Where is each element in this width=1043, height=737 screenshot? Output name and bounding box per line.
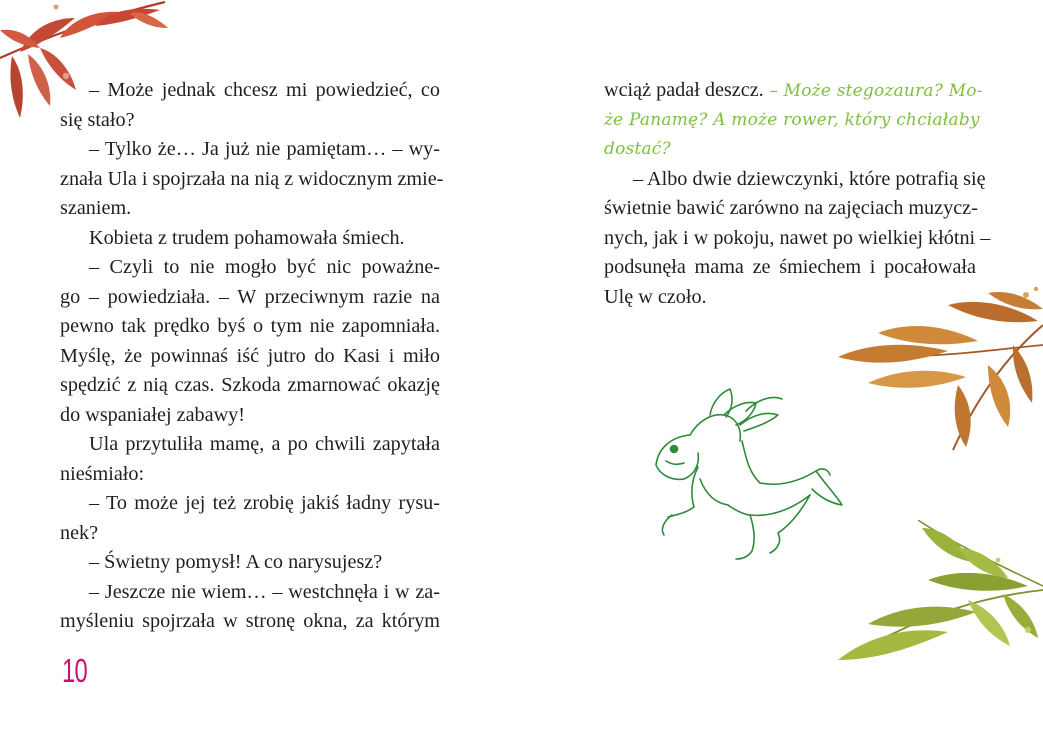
text-line: – Czyli to nie mogło być nic poważne- <box>89 256 440 278</box>
text-line: Kobieta z trudem pohamowała śmiech. <box>89 226 405 249</box>
text-line: spędzić z nią czas. Szkoda zmarnować okazję <box>60 374 440 396</box>
text-line: pewno tak prędko byś o tym nie zapomniała. <box>60 315 440 337</box>
text-line-mixed <box>604 76 983 106</box>
text-line: Ula przytuliła mamę, a po chwili zapytała <box>89 433 440 455</box>
text-line: – Świetny pomysł! A co narysujesz? <box>89 551 383 573</box>
text-line: świetnie bawić zarówno na zajęciach muzycz- <box>604 197 978 219</box>
text-line: myśleniu spojrzała w stronę okna, za którym <box>60 610 440 632</box>
text-line: – Albo dwie dziewczynki, które potrafią się <box>633 167 986 190</box>
handwritten-text: – Może stegozaura? Mo- <box>763 81 983 101</box>
handwritten-text: że Panamę? A może rower, który chciałaby <box>604 109 980 130</box>
text-line: – To może jej też zrobię jakiś ładny rysu- <box>89 492 440 514</box>
text-line: – Może jednak chcesz mi powiedzieć, co <box>89 79 440 101</box>
text-line: Myślę, że powinnaś iść jutro do Kasi i miło <box>60 344 440 367</box>
green-leaves-branch-icon <box>838 520 1043 680</box>
right-page-text <box>604 76 991 312</box>
page-number: 10 <box>62 652 87 689</box>
text-line: – Tylko że… Ja już nie pamiętam… – wy- <box>89 138 440 160</box>
left-page-text <box>60 76 444 637</box>
text-line: do wspaniałej zabawy! <box>60 403 245 426</box>
text-line: go – powiedziała. – W przeciwnym razie na <box>60 285 440 308</box>
dog-sketch-icon <box>650 375 850 575</box>
text-line: – Jeszcze nie wiem… – westchnęła i w za- <box>89 580 440 603</box>
text-line: szaniem. <box>60 197 132 219</box>
text-line: znała Ula i spojrzała na nią z widocznym zmie- <box>60 167 444 190</box>
text-line: nieśmiało: <box>60 462 145 485</box>
handwritten-text: dostać? <box>604 139 671 159</box>
text-line: podsunęła mama ze śmiechem i pocałowała <box>604 256 976 278</box>
text-line: nych, jak i w pokoju, nawet po wielkiej kłótni – <box>604 226 991 249</box>
text-line: Ulę w czoło. <box>604 285 707 308</box>
text-line: się stało? <box>60 108 135 131</box>
text-line: nek? <box>60 521 99 544</box>
text-segment: wciąż padał deszcz. <box>604 79 764 101</box>
